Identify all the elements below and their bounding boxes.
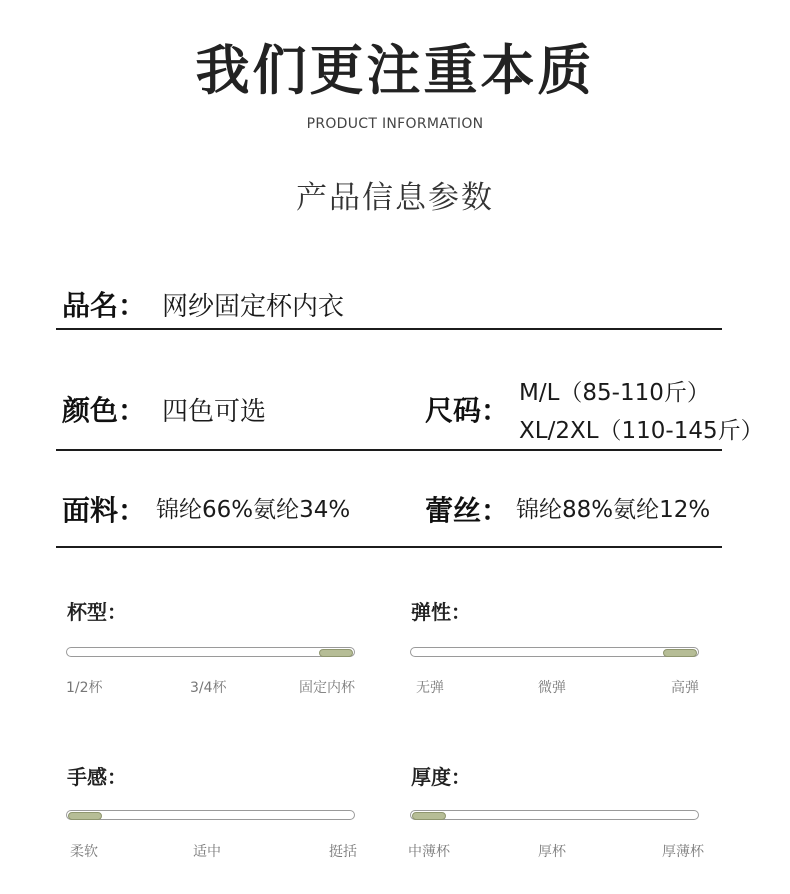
hand-feel-scale [66,810,355,820]
color-label: 颜色： [62,394,147,427]
hand-feel-tick-middle: 适中 [193,844,221,860]
hand-feel-label: 手感： [67,765,127,789]
size-label: 尺码： [425,394,510,427]
thickness-tick-left: 中薄杯 [408,844,450,860]
lace-value: 锦纶88%氨纶12% [516,497,711,523]
size-value-1: M/L（85-110斤） [519,380,710,406]
hand-feel-indicator [68,812,102,820]
hand-feel-tick-right: 挺括 [329,844,357,860]
cup-type-indicator [319,649,353,657]
thickness-label: 厚度： [411,765,471,789]
thickness-tick-middle: 厚杯 [538,844,566,860]
thickness-scale [410,810,699,820]
elasticity-tick-left: 无弹 [416,680,444,696]
divider-line [56,449,722,451]
cup-type-label: 杯型： [67,600,127,624]
lace-label: 蕾丝： [425,494,510,527]
thickness-indicator [412,812,446,820]
elasticity-tick-middle: 微弹 [538,680,566,696]
divider-line [56,328,722,330]
section-title: 产品信息参数 [296,180,494,216]
product-name-label: 品名： [62,289,147,322]
cup-type-scale [66,647,355,657]
product-name-value: 网纱固定杯内衣 [162,292,345,322]
fabric-label: 面料： [62,494,147,527]
elasticity-tick-right: 高弹 [671,680,699,696]
thickness-tick-right: 厚薄杯 [662,844,704,860]
hand-feel-tick-left: 柔软 [70,844,98,860]
fabric-value: 锦纶66%氨纶34% [156,497,351,523]
elasticity-indicator [663,649,697,657]
page-subtitle: PRODUCT INFORMATION [306,116,484,132]
cup-type-tick-right: 固定内杯 [299,680,355,696]
size-value-2: XL/2XL（110-145斤） [519,418,764,444]
color-value: 四色可选 [162,397,267,427]
elasticity-label: 弹性： [411,600,471,624]
elasticity-scale [410,647,699,657]
divider-line [56,546,722,548]
page-title: 我们更注重本质 [195,39,595,102]
cup-type-tick-middle: 3/4杯 [190,680,227,696]
cup-type-tick-left: 1/2杯 [66,680,103,696]
